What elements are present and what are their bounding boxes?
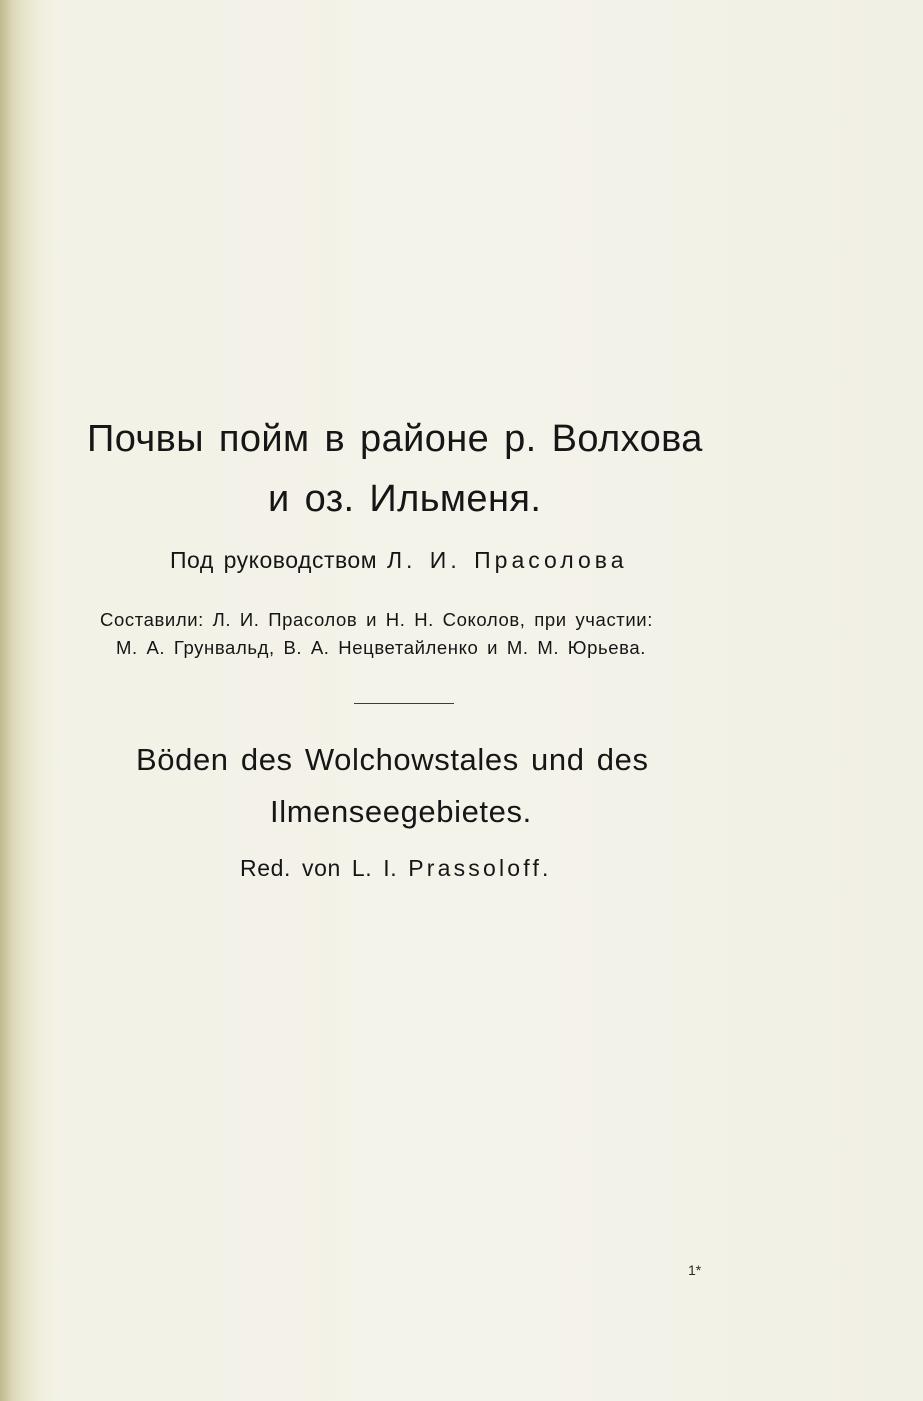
german-title-line-1: Böden des Wolchowstales und des bbox=[136, 742, 649, 777]
german-editor-line bbox=[240, 855, 552, 882]
section-divider bbox=[354, 703, 454, 704]
russian-compilers-line-1: Составили: Л. И. Прасолов и Н. Н. Соколов, при участии: bbox=[100, 609, 653, 630]
russian-title-line-2: и оз. Ильменя. bbox=[268, 478, 542, 520]
supervisor-name: Л. И. Прасолова bbox=[386, 547, 628, 573]
editor-prefix: Red. von L. I. bbox=[240, 855, 398, 881]
german-title-line-2: Ilmenseegebietes. bbox=[270, 794, 532, 829]
russian-compilers-line-2: М. А. Грунвальд, В. А. Нецветайленко и М. М. Юрьева. bbox=[116, 637, 646, 658]
signature-mark: 1* bbox=[688, 1262, 702, 1278]
russian-supervision-line bbox=[170, 547, 628, 574]
editor-name: Prassoloff. bbox=[408, 855, 552, 881]
show-through-text bbox=[78, 1075, 328, 1275]
supervision-prefix: Под руководством bbox=[170, 547, 378, 573]
russian-title-line-1: Почвы пойм в районе р. Волхова bbox=[87, 418, 703, 460]
binding-shadow bbox=[0, 0, 40, 1401]
